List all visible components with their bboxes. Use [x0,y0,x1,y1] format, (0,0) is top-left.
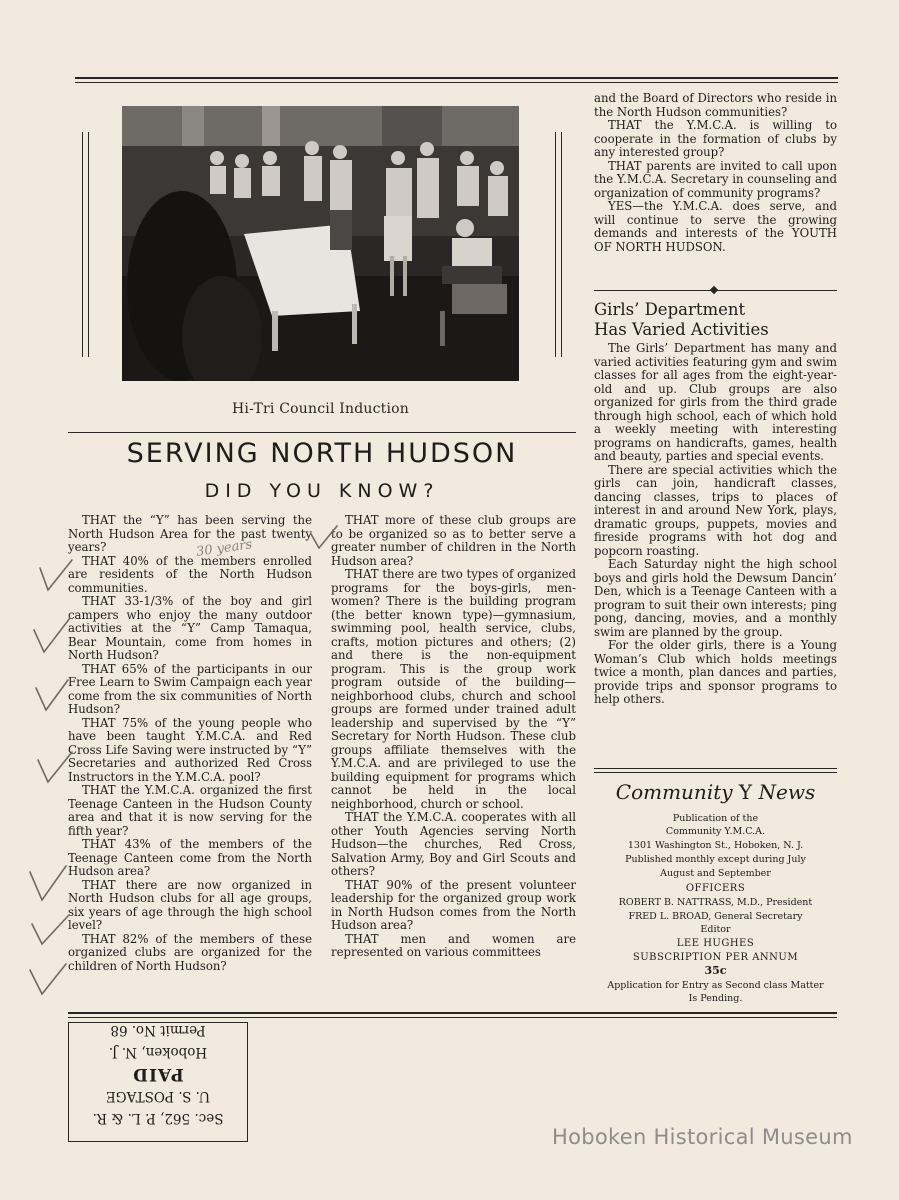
did-you-know-column-3 [594,92,837,254]
fact-paragraph: THAT the Y.M.C.A. is willing to cooperate in the formation of clubs by any interested group? [594,118,837,159]
heading-line: Has Varied Activities [594,320,769,339]
officers-label: OFFICERS [685,883,746,894]
fact-paragraph: THAT 65% of the participants in our Free Learn to Swim Campaign each year come from the six communities of North Hudson? [68,661,312,716]
girls-department-body [594,342,837,707]
permit-line: Permit No. 68 [110,1022,206,1038]
editor-label: Editor [700,924,731,935]
photo-side-line-left [82,132,83,357]
fact-paragraph: THAT 82% of the members of these organized clubs are organized for the children of North Hudson? [68,931,312,973]
article-paragraph: The Girls’ Department has many and varied activities featuring gym and swim classes for all ages from the eight-year-old and up. Club groups are also organized for girls from the third grade through high school, each of which hold a weekly meeting with interesting programs on handicrafts, games, health and beauty, parties and special events. [594,341,837,463]
title-news: News [758,780,816,804]
photo-side-line-right [555,132,556,357]
article-paragraph: Each Saturday night the high school boys and girls hold the Dewsum Dancin’ Den, which is a Teenage Canteen with a program to suit their own interests; ping pong, dancing, movies, and a monthly swim are planned by the group. [594,557,837,639]
pencil-check-marks [22,520,102,1020]
handwritten-note: 30 years [195,537,254,560]
pencil-check-mark-col2 [305,520,345,560]
permit-paid: PAID [132,1064,184,1084]
headline-title: SERVING NORTH HUDSON [126,438,518,469]
museum-watermark: Hoboken Historical Museum [552,1125,853,1149]
photo-caption: Hi-Tri Council Induction [231,401,409,417]
newsletter-title [594,780,837,804]
fact-paragraph: THAT the Y.M.C.A. organized the first Teenage Canteen in the Hudson County area and that it is now serving for the fifth year? [68,783,312,838]
fact-paragraph: THAT men and women are represented on various committees [331,931,576,959]
postage-permit-box [68,1022,248,1142]
secretary-name: FRED L. BROAD, General Secretary [628,911,803,922]
heading-line: Girls’ Department [594,300,746,319]
photo-side-line-left2 [88,132,89,357]
subscription-price: 35c [704,964,727,977]
check-mark-icon [30,866,66,900]
headline-subtitle: DID YOU KNOW? [204,480,440,502]
fact-paragraph: THAT there are now organized in North Hudson clubs for all age groups, six years of age through the high school level? [68,877,312,932]
fact-paragraph-continued: and the Board of Directors who reside in the North Hudson communities? [594,91,837,119]
president-name: ROBERT B. NATTRASS, M.D., President [618,897,813,908]
editor-name: LEE HUGHES [676,938,755,949]
check-mark-icon [311,526,337,548]
entry-notice: Is Pending. [688,993,743,1004]
entry-notice: Application for Entry as Second class Matter [607,980,824,991]
hi-tri-council-photo [122,106,519,381]
check-mark-icon [40,560,72,590]
check-mark-icon [38,752,72,782]
permit-line: Sec. 562, P. L. & R. [92,1110,224,1126]
masthead-rule [594,768,837,769]
masthead-address: 1301 Washington St., Hoboken, N. J. [627,840,804,851]
fact-paragraph: THAT more of these club groups are to be organized so as to better serve a greater number of children in the North Hudson area? [331,513,576,568]
top-rule-thin [75,82,838,83]
title-y: Y [738,780,753,804]
check-mark-icon [32,916,68,944]
did-you-know-column-1 [68,514,312,973]
masthead-line: Published monthly except during July [625,854,806,865]
fact-paragraph: YES—the Y.M.C.A. does serve, and will continue to serve the growing demands and interests of the YOUTH OF NORTH HUDSON. [594,199,837,254]
fact-paragraph: THAT the Y.M.C.A. cooperates with all other Youth Agencies serving North Hudson—the churches, Red Cross, Salvation Army, Boy and Girl Scouts and others? [331,810,576,878]
subscription-label: SUBSCRIPTION PER ANNUM [632,952,799,963]
fact-paragraph: THAT 75% of the young people who have been taught Y.M.C.A. and Red Cross Life Saving were instructed by “Y” Secretaries and authorized Red Cross Instructors in the Y.M.C.A. pool? [68,715,312,784]
postage-permit-text [69,1023,247,1141]
masthead-rule-thin [594,772,837,773]
check-mark-icon [36,680,68,710]
masthead-line: Community Y.M.C.A. [665,826,766,837]
permit-line: U. S. POSTAGE [105,1088,211,1104]
check-mark-icon [34,618,70,652]
masthead-line: August and September [660,868,771,879]
divider-ornament [710,286,718,294]
caption-rule [68,432,576,433]
fact-paragraph: THAT the “Y” has been serving the North Hudson Area for the past twenty years? [68,513,312,554]
article-paragraph: For the older girls, there is a Young Woman’s Club which holds meetings twice a month, plan dances and parties, provide trips and sponsor programs to help others. [594,638,837,706]
bottom-rule [68,1012,837,1014]
top-rule [75,77,838,79]
fact-paragraph: THAT there are two types of organized programs for the boys-girls, men-women? There is the building program (the better known type)—gymnasium, swimming pool, health service, clubs, crafts, motion pictures and others; (2) and there is the non-equipment program. This is the group work program outside of the building—neighborhood clubs, church and school groups are formed under trained adult leadership and supervised by the “Y” Secretary for North Hudson. These club groups affiliate themselves with the Y.M.C.A. and are privileged to use the building equipment for programs which cannot be held in the local neighborhood, church or school. [331,567,576,811]
permit-line: Hoboken, N. J. [108,1044,208,1060]
check-mark-icon [30,964,66,994]
did-you-know-column-2 [331,514,576,960]
fact-paragraph: THAT parents are invited to call upon the Y.M.C.A. Secretary in counseling and organization of community programs? [594,158,837,200]
masthead-line: Publication of the [672,813,759,824]
photo-side-line-right2 [561,132,562,357]
fact-paragraph: THAT 90% of the present volunteer leadership for the organized group work in North Hudson comes from the North Hudson area? [331,877,576,932]
title-community: Community [615,780,733,804]
girls-department-heading [594,300,837,340]
fact-paragraph: THAT 33-1/3% of the boy and girl campers who enjoy the many outdoor activities at the “Y” Camp Tamaqua, Bear Mountain, come from homes in North Hudson? [68,594,312,662]
photo-illustration [122,106,519,381]
fact-paragraph: THAT 40% of the members enrolled are residents of the North Hudson communities. [68,553,312,595]
bottom-rule-thin [68,1017,837,1018]
article-paragraph: There are special activities which the girls can join, handicraft classes, dancing classes, trips to places of interest in and around New York, plays, dramatic groups, puppets, movies and fireside programs with hot dog and popcorn roasting. [594,462,837,558]
fact-paragraph: THAT 43% of the members of the Teenage Canteen come from the North Hudson area? [68,837,312,878]
